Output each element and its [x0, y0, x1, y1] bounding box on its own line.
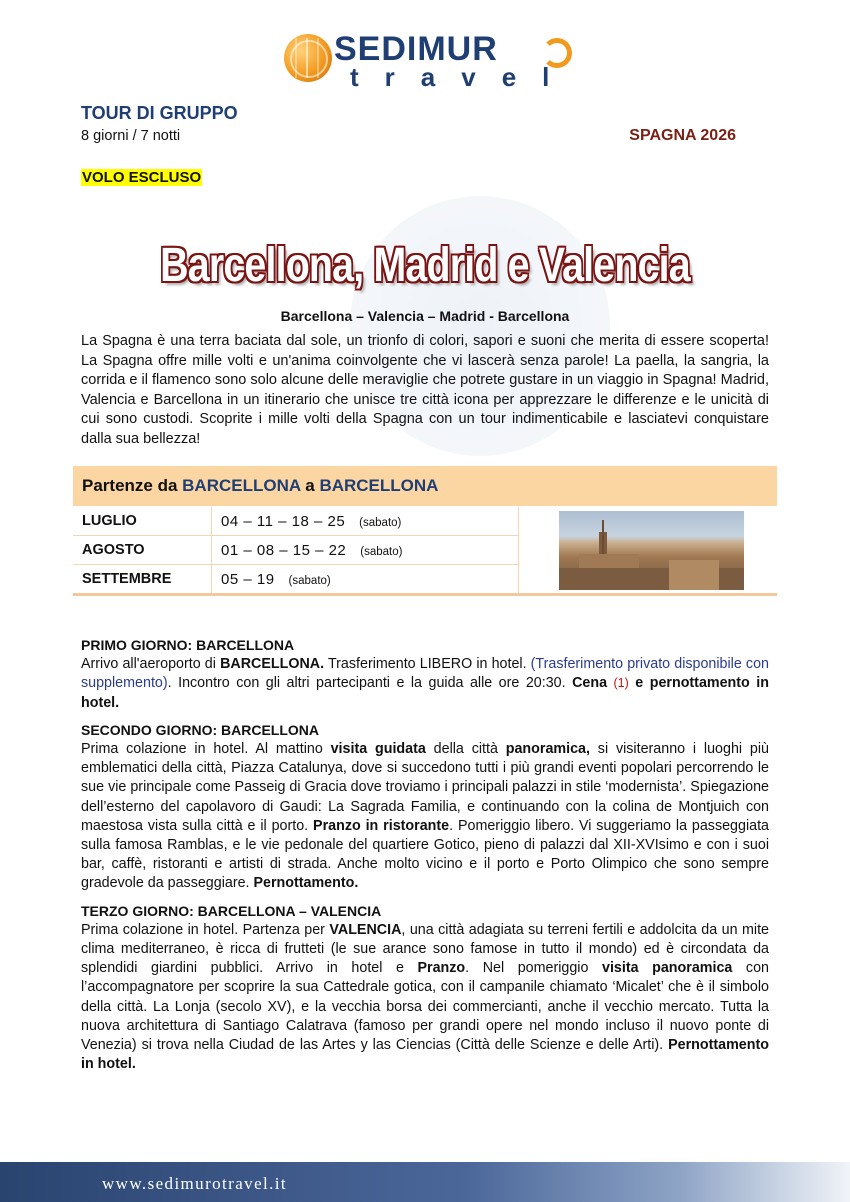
- day-title: TERZO GIORNO: BARCELLONA – VALENCIA: [81, 902, 382, 919]
- page-title: Barcellona, Madrid e Valencia: [160, 239, 690, 292]
- day-text: . Incontro con gli altri partecipanti e la guida alle ore 20:30.: [167, 675, 573, 692]
- day-text: Trasferimento LIBERO in hotel.: [324, 656, 531, 673]
- day-text: si visiteranno i luoghi più emblematici della città, Piazza Catalunya, dove si succedono tutti i più grandi eventi popolari percorrendo le sue vie principale come Passeig di Gracia dove troviamo i principali palazzi in stile ‘modernista’. Spiegazione dell’esterno del capolavoro di Gaudi: La Sagrada Familia, e continuando con la colina de Montjuich con maestosa vista sulla città e il porto.: [81, 741, 769, 834]
- day-title: PRIMO GIORNO: BARCELLONA: [81, 637, 295, 653]
- month-cell: AGOSTO: [73, 536, 212, 565]
- day-text: Arrivo all'aeroporto di: [81, 656, 221, 673]
- country-year: SPAGNA 2026: [629, 127, 736, 144]
- day-3: [81, 902, 769, 1075]
- departures-label: Partenze da: [82, 476, 183, 495]
- dates: 01 – 08 – 15 – 22: [221, 541, 347, 559]
- day-highlight: BARCELLONA.: [220, 656, 325, 673]
- logo-text-bottom: travel: [350, 62, 576, 92]
- day-text: . Nel pomeriggio: [465, 960, 602, 977]
- day-highlight: Pranzo: [417, 960, 466, 977]
- month-cell: LUGLIO: [73, 507, 212, 536]
- day-highlight: Pernottamento.: [253, 875, 359, 892]
- flight-excluded-badge: VOLO ESCLUSO: [82, 169, 202, 186]
- day-highlight: visita guidata: [330, 741, 426, 758]
- day-highlight: Cena: [572, 675, 608, 692]
- tour-type: TOUR DI GRUPPO: [81, 103, 238, 123]
- day-1: [81, 636, 769, 713]
- dates-cell: [212, 507, 519, 536]
- day-title: SECONDO GIORNO: BARCELLONA: [81, 721, 319, 738]
- departure-city: BARCELLONA: [182, 476, 301, 495]
- intro-paragraph: La Spagna è una terra baciata dal sole, un trionfo di colori, sapori e suoni che merita di essere scoperta! La Spagna offre mille volti e un'anima coinvolgente che vi lascerà senza parole! La paella, la sangria, la corrida e il flamenco sono solo alcune delle meraviglie che potrete gustare in un viaggio in Spagna! Madrid, Valencia e Barcellona in un itinerario che unisce tre città icona per apprezzare le differenze e le unicità di cui sono custodi. Scoprite i mille volti della Spagna con un tour indimenticabile e lasciatevi conquistare dalla sua bellezza!: [81, 333, 769, 447]
- month-cell: SETTEMBRE: [73, 565, 212, 594]
- day-text: Prima colazione in hotel. Partenza per: [81, 921, 330, 938]
- dates: 05 – 19: [221, 570, 275, 588]
- day-text: Prima colazione in hotel. Al mattino: [81, 741, 331, 758]
- departures-header: [73, 466, 777, 506]
- day-highlight: e pernottamento in hotel.: [81, 675, 769, 711]
- route-subtitle: Barcellona – Valencia – Madrid - Barcellona: [280, 308, 570, 324]
- logo-text-top: SEDIMUR: [334, 30, 498, 68]
- arrival-city: BARCELLONA: [319, 476, 439, 495]
- day-highlight: panoramica,: [505, 741, 590, 758]
- weekday-note: (sabato): [360, 545, 403, 558]
- tour-duration: 8 giorni / 7 notti: [81, 128, 181, 144]
- departures-connector: a: [300, 476, 320, 495]
- weekday-note: (sabato): [288, 574, 331, 587]
- weekday-note: (sabato): [359, 516, 402, 529]
- city-photo: [559, 511, 744, 590]
- day-text: con l’accompagnatore per scoprire la sua Cattedrale gotica, con il campanile chiamato ‘Micalet’ che è il simbolo della città. La Lonja (secolo XV), e la vecchia borsa dei commercianti, anche il vecchio mercato. Tutta la nuova architettura di Santiago Calatrava (famoso per grandi opere nel mondo incluso il nuovo ponte di Venezia) si trova nella Ciudad de las Artes y las Ciencias (Città delle Scienze e delle Arti).: [81, 960, 769, 1054]
- building-shape: [669, 560, 719, 590]
- company-logo: [284, 30, 584, 92]
- day-highlight: Pranzo in ristorante: [313, 817, 450, 834]
- transfer-note: (Trasferimento privato disponibile con supplemento): [81, 656, 769, 692]
- footnote-marker: (1): [613, 676, 629, 691]
- day-text: della città: [425, 741, 506, 758]
- day-text: , una città adagiata su terreni fertili e addolcita da un mite clima mediterraneo, è ricca di frutteti (le sue arance sono famose in tutto il mondo) ed è circondata da splendidi giardini pubblici. Arrivo in hotel e: [81, 921, 769, 977]
- day-highlight: VALENCIA: [329, 921, 402, 938]
- dates-cell: [212, 565, 519, 594]
- footer-bar: [0, 1162, 850, 1202]
- website-link[interactable]: www.sedimurotravel.it: [102, 1174, 288, 1193]
- day-highlight: Pernottamento in hotel.: [81, 1037, 769, 1073]
- itinerary: [81, 636, 769, 1082]
- globe-icon: [284, 34, 332, 82]
- day-2: [81, 721, 769, 894]
- day-text: . Pomeriggio libero. Vi suggeriamo la passeggiata sulla famosa Ramblas, e le vie pedonale del quartiere Gotico, pieno di palazzi dal XII-XVIsimo e con i suoi bar, caffè, ristoranti e artisti di strada. Anche molto vicino e il porto e Porto Olimpico che sono sempre gradevole da passeggiare.: [81, 817, 770, 892]
- table-bottom-rule: [73, 593, 777, 596]
- dates: 04 – 11 – 18 – 25: [221, 512, 346, 530]
- day-highlight: visita panoramica: [602, 960, 733, 977]
- dates-cell: [212, 536, 519, 565]
